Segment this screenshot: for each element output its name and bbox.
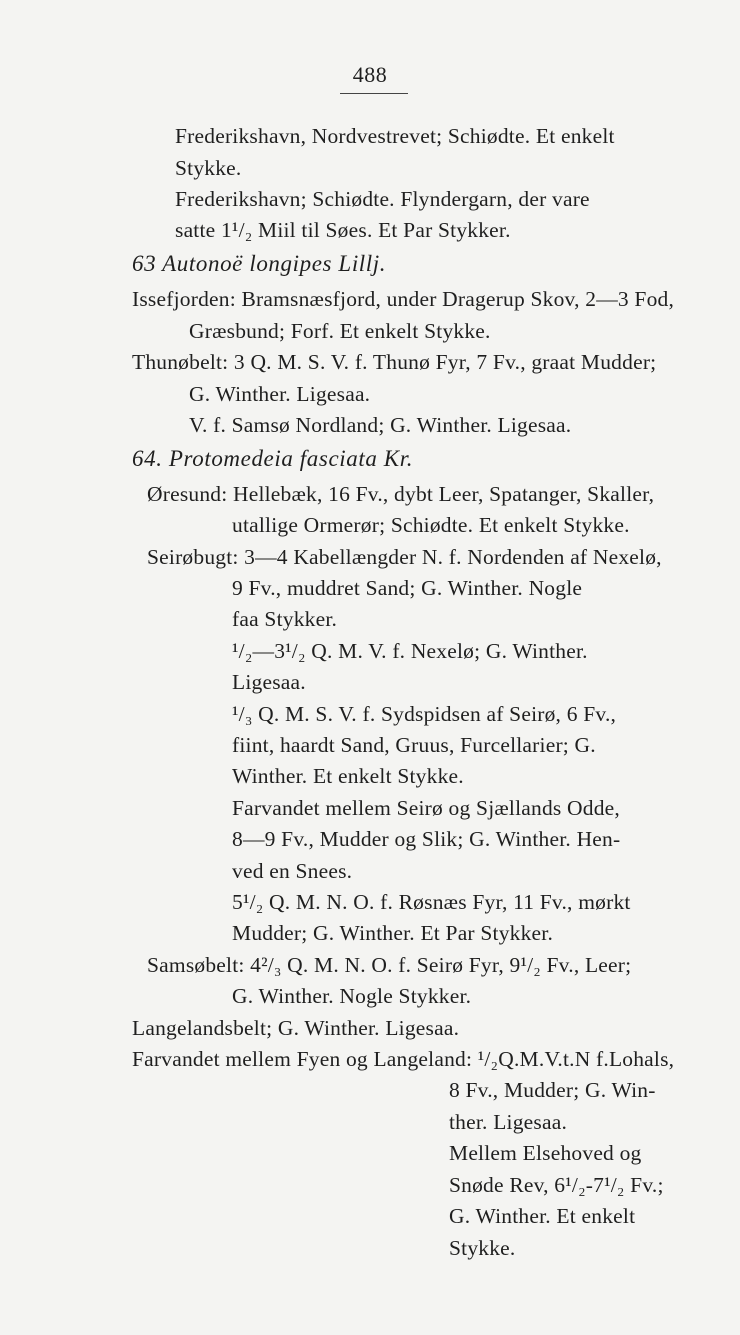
text-line: Farvandet mellem Seirø og Sjællands Odde, [232,796,620,820]
text-line: Ligesaa. [232,670,306,694]
text-line: ved en Snees. [232,859,353,883]
text-line: 5¹/₂ Q. M. N. O. f. Røsnæs Fyr, 11 Fv., mørkt [232,890,631,914]
text-line: faa Stykker. [232,607,338,631]
text-line: 8—9 Fv., Mudder og Slik; G. Winther. Hen- [232,827,621,851]
text-line: Mudder; G. Winther. Et Par Stykker. [232,921,554,945]
page-number: 488 [352,62,388,87]
text-line: Samsøbelt: 4²/₃ Q. M. N. O. f. Seirø Fyr, 9¹/₂ Fv., Leer; [147,953,632,977]
text-line: Issefjorden: Bramsnæsfjord, under Dragerup Skov, 2—3 Fod, [132,287,675,311]
text-line: satte 1¹/₂ Miil til Søes. Et Par Stykker. [175,218,511,242]
text-line: Græsbund; Forf. Et enkelt Stykke. [189,319,491,343]
text-line: Langelandsbelt; G. Winther. Ligesaa. [132,1016,460,1040]
text-line: Seirøbugt: 3—4 Kabellængder N. f. Nordenden af Nexelø, [147,545,662,569]
text-line: Øresund: Hellebæk, 16 Fv., dybt Leer, Spatanger, Skaller, [147,482,655,506]
text-line: Snøde Rev, 6¹/₂-7¹/₂ Fv.; [449,1173,664,1197]
text-line: ther. Ligesaa. [449,1110,568,1134]
text-line: Frederikshavn; Schiødte. Flyndergarn, der vare [175,187,590,211]
text-line: G. Winther. Ligesaa. [189,382,371,406]
page-number-rule [340,93,408,94]
species-heading: 64. Protomedeia fasciata Kr. [132,446,414,471]
text-line: ¹/₃ Q. M. S. V. f. Sydspidsen af Seirø, 6 Fv., [232,702,617,726]
text-line: G. Winther. Et enkelt [449,1204,636,1228]
text-line: fiint, haardt Sand, Gruus, Furcellarier; G. [232,733,596,757]
text-line: Thunøbelt: 3 Q. M. S. V. f. Thunø Fyr, 7 Fv., graat Mudder; [132,350,657,374]
text-line: Stykke. [449,1236,516,1260]
text-line: utallige Ormerør; Schiødte. Et enkelt Stykke. [232,513,630,537]
text-line: Mellem Elsehoved og [449,1141,642,1165]
text-line: V. f. Samsø Nordland; G. Winther. Ligesaa. [189,413,572,437]
text-line: Farvandet mellem Fyen og Langeland: ¹/₂Q.M.V.t.N f.Lohals, [132,1047,675,1071]
text-line: ¹/₂—3¹/₂ Q. M. V. f. Nexelø; G. Winther. [232,639,588,663]
text-line: Winther. Et enkelt Stykke. [232,764,464,788]
text-line: G. Winther. Nogle Stykker. [232,984,472,1008]
species-heading: 63 Autonoë longipes Lillj. [132,251,387,276]
text-line: Stykke. [175,156,242,180]
text-line: 9 Fv., muddret Sand; G. Winther. Nogle [232,576,583,600]
text-line: 8 Fv., Mudder; G. Win- [449,1078,656,1102]
text-line: Frederikshavn, Nordvestrevet; Schiødte. Et enkelt [175,124,615,148]
